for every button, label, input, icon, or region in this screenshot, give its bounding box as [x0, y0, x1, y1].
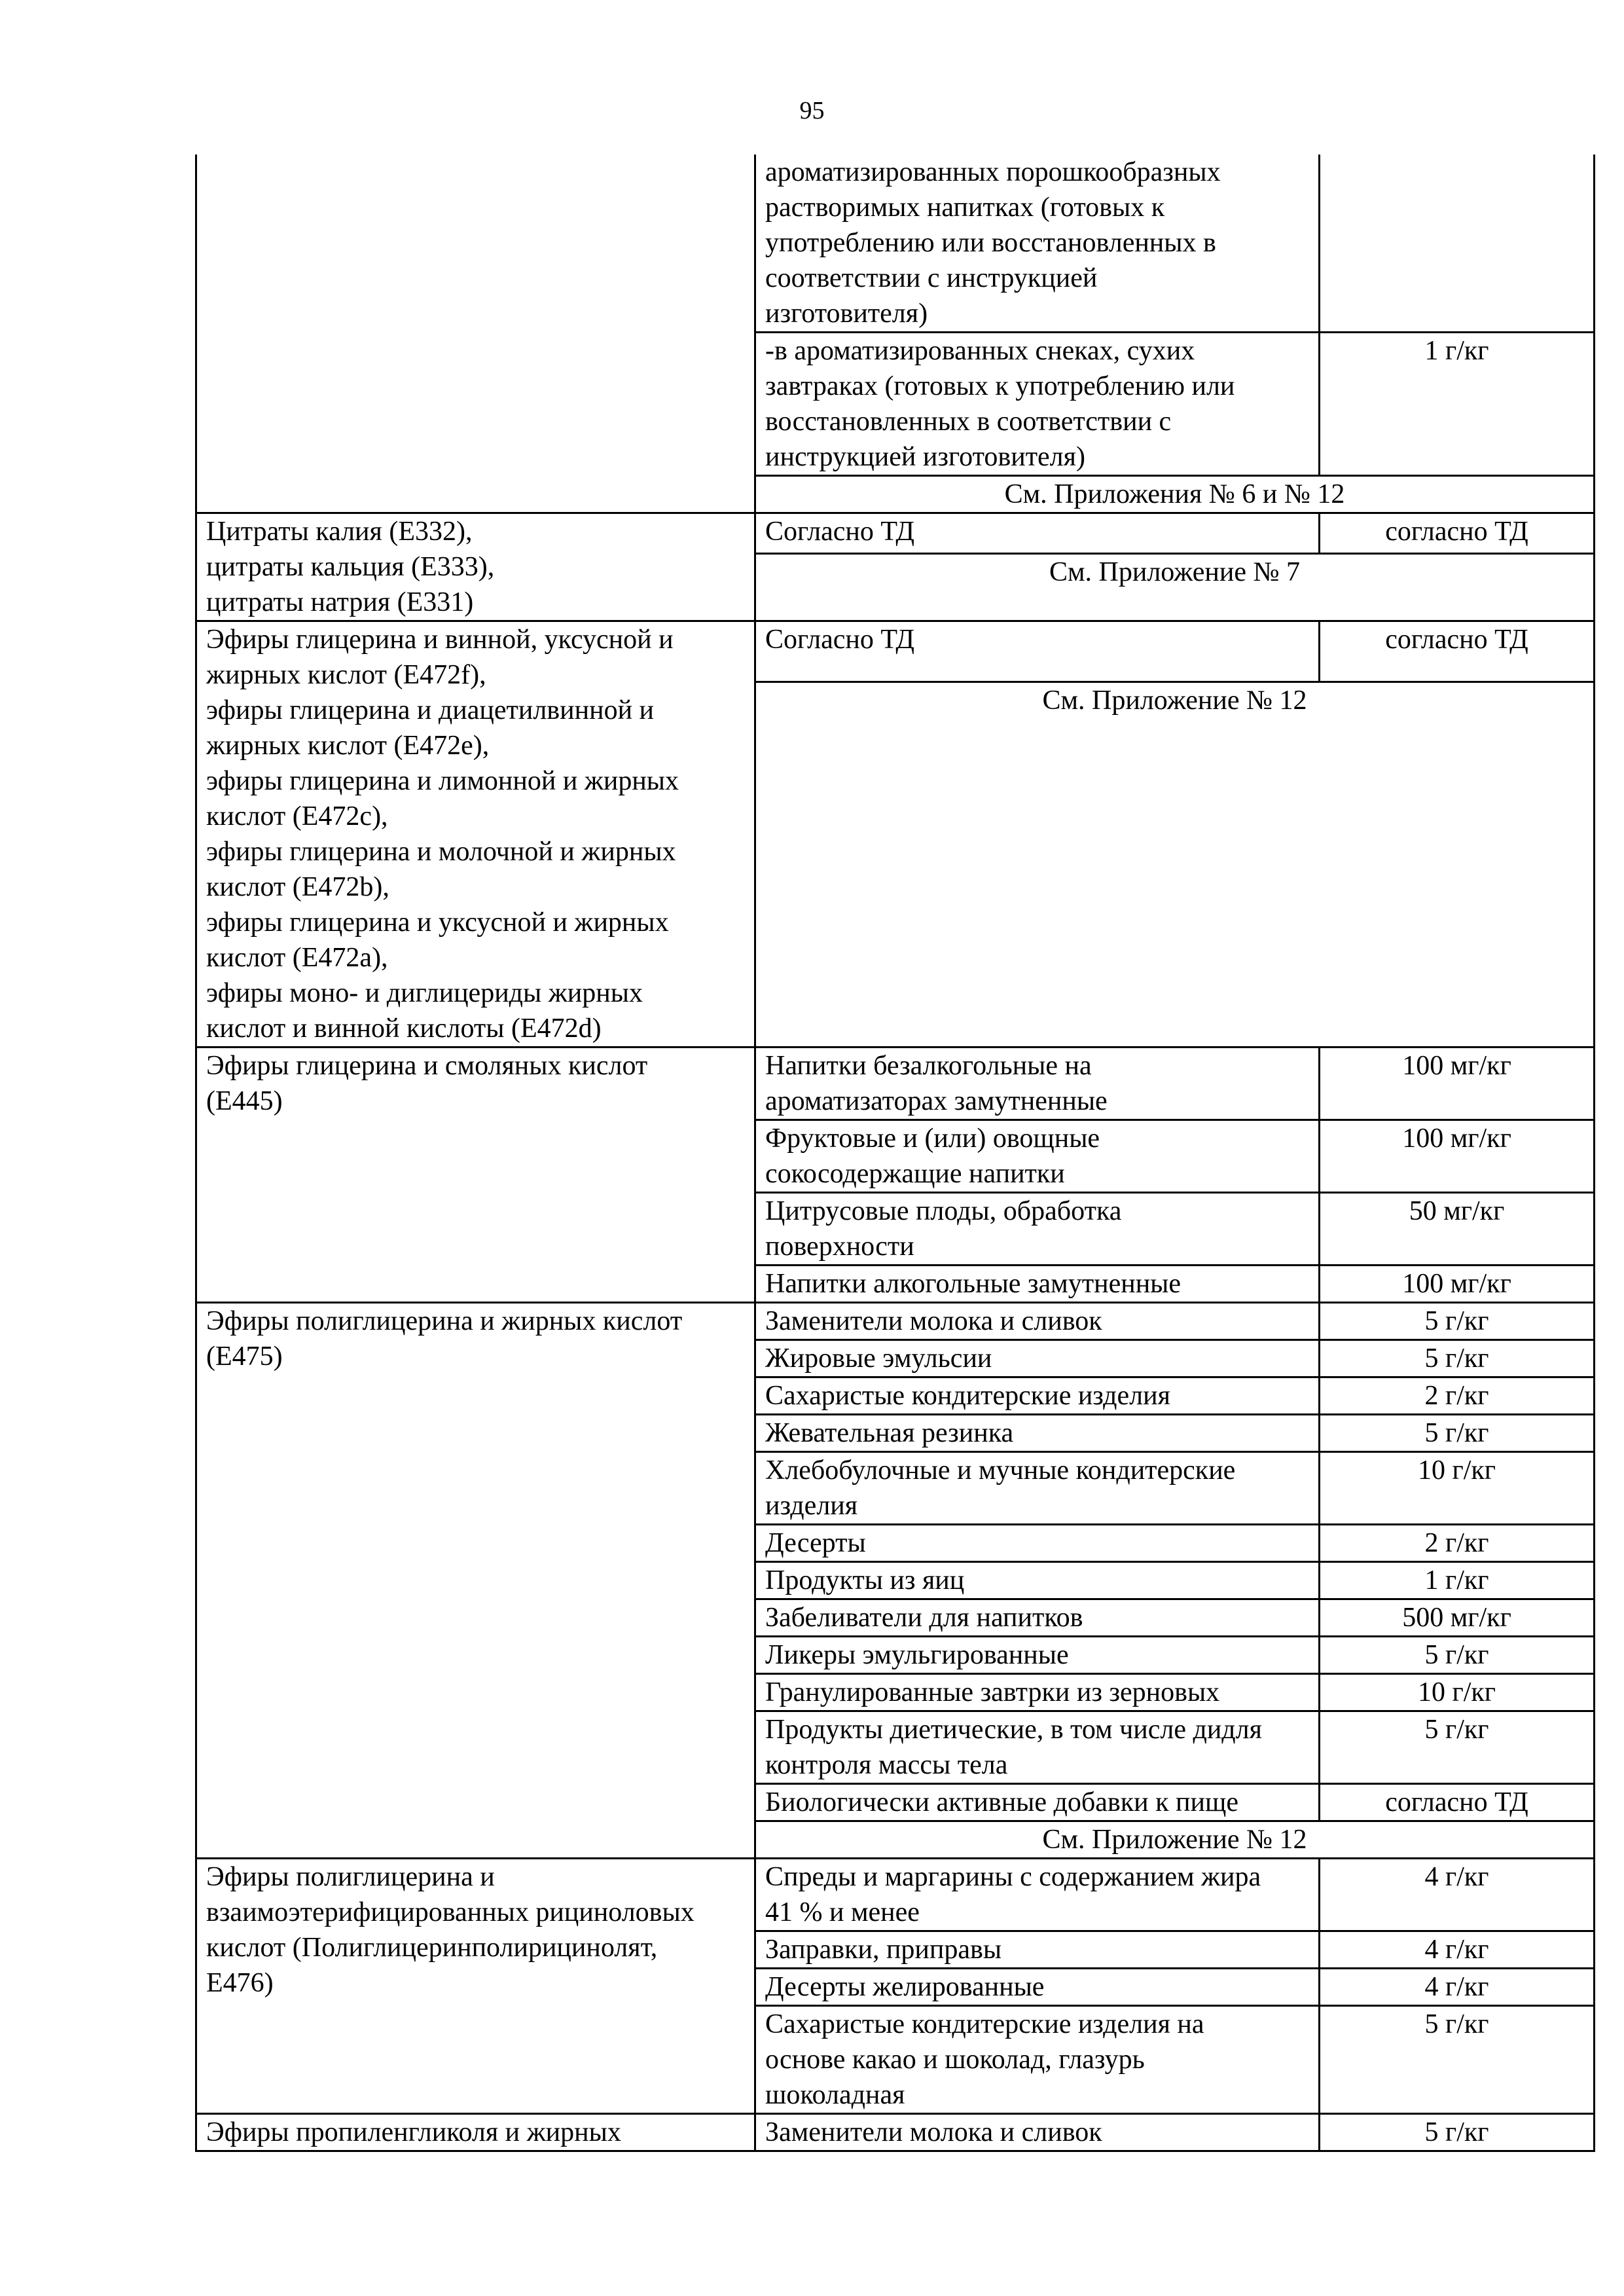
level-cell: согласно ТД [1320, 1784, 1595, 1821]
additive-name-cell-empty [196, 155, 755, 513]
additive-name-cell: Эфиры полиглицерина и жирных кислот (Е475) [196, 1303, 755, 1859]
product-cell: -в ароматизированных снеках, сухих завтраках (готовых к употреблению или восстановленных в соответствии с инструкцией изготовителя) [755, 333, 1320, 476]
additive-name-cell: Цитраты калия (Е332), цитраты кальция (Е333), цитраты натрия (Е331) [196, 513, 755, 621]
level-cell: 5 г/кг [1320, 1415, 1595, 1452]
product-cell: Гранулированные завтрки из зерновых [755, 1674, 1320, 1711]
reference-cell: См. Приложение № 12 [755, 682, 1595, 1048]
level-cell: 500 мг/кг [1320, 1599, 1595, 1637]
table-row [196, 513, 1595, 554]
level-cell: 2 г/кг [1320, 1525, 1595, 1562]
level-cell: 1 г/кг [1320, 333, 1595, 476]
product-cell: Сахаристые кондитерские изделия на основе какао и шоколад, глазурь шоколадная [755, 2006, 1320, 2114]
product-cell: Сахаристые кондитерские изделия [755, 1377, 1320, 1415]
product-cell: Напитки алкогольные замутненные [755, 1266, 1320, 1303]
level-cell: 10 г/кг [1320, 1452, 1595, 1525]
level-cell: 5 г/кг [1320, 1711, 1595, 1784]
product-cell: Напитки безалкогольные на ароматизаторах замутненные [755, 1048, 1320, 1120]
product-cell: Согласно ТД [755, 621, 1320, 682]
table-row [196, 2114, 1595, 2151]
product-cell: Биологически активные добавки к пище [755, 1784, 1320, 1821]
product-cell: ароматизированных порошкообразных растворимых напитках (готовых к употреблению или восстановленных в соответствии с инструкцией изготовителя) [755, 155, 1320, 333]
level-cell: 4 г/кг [1320, 1859, 1595, 1931]
level-cell: 4 г/кг [1320, 1969, 1595, 2006]
level-cell: 1 г/кг [1320, 1562, 1595, 1599]
reference-cell: См. Приложение № 7 [755, 554, 1595, 621]
additive-name-cell: Эфиры пропиленгликоля и жирных [196, 2114, 755, 2151]
level-cell: 100 мг/кг [1320, 1120, 1595, 1193]
product-cell: Жировые эмульсии [755, 1340, 1320, 1377]
table-row [196, 621, 1595, 682]
level-cell-empty [1320, 155, 1595, 333]
table-row [196, 155, 1595, 333]
product-cell: Цитрусовые плоды, обработка поверхности [755, 1193, 1320, 1266]
level-cell: 5 г/кг [1320, 1303, 1595, 1340]
reference-cell: См. Приложение № 12 [755, 1821, 1595, 1859]
table-row [196, 1048, 1595, 1120]
product-cell: Десерты желированные [755, 1969, 1320, 2006]
page-number: 95 [799, 97, 825, 124]
table-row [196, 1859, 1595, 1931]
level-cell: 5 г/кг [1320, 2114, 1595, 2151]
level-cell: согласно ТД [1320, 621, 1595, 682]
product-cell: Спреды и маргарины с содержанием жира 41 % и менее [755, 1859, 1320, 1931]
product-cell: Жевательная резинка [755, 1415, 1320, 1452]
level-cell: 10 г/кг [1320, 1674, 1595, 1711]
additive-name-cell: Эфиры глицерина и смоляных кислот (Е445) [196, 1048, 755, 1303]
level-cell: 5 г/кг [1320, 1340, 1595, 1377]
additives-table [195, 155, 1595, 2152]
product-cell: Продукты диетические, в том числе дидля контроля массы тела [755, 1711, 1320, 1784]
level-cell: 2 г/кг [1320, 1377, 1595, 1415]
level-cell: 5 г/кг [1320, 1637, 1595, 1674]
product-cell: Заправки, приправы [755, 1931, 1320, 1969]
reference-cell: См. Приложения № 6 и № 12 [755, 476, 1595, 513]
table-row [196, 1303, 1595, 1340]
product-cell: Фруктовые и (или) овощные сокосодержащие напитки [755, 1120, 1320, 1193]
product-cell: Десерты [755, 1525, 1320, 1562]
level-cell: 100 мг/кг [1320, 1266, 1595, 1303]
level-cell: 50 мг/кг [1320, 1193, 1595, 1266]
product-cell: Согласно ТД [755, 513, 1320, 554]
level-cell: 4 г/кг [1320, 1931, 1595, 1969]
product-cell: Ликеры эмульгированные [755, 1637, 1320, 1674]
level-cell: 100 мг/кг [1320, 1048, 1595, 1120]
additive-name-cell: Эфиры глицерина и винной, уксусной и жирных кислот (Е472f), эфиры глицерина и диацетилвинной и жирных кислот (Е472е), эфиры глицерина и лимонной и жирных кислот (Е472с), эфиры глицерина и молочной и жирных кислот (Е472b), эфиры глицерина и уксусной и жирных кислот (Е472а), эфиры моно- и диглицериды жирных кислот и винной кислоты (Е472d) [196, 621, 755, 1048]
level-cell: 5 г/кг [1320, 2006, 1595, 2114]
level-cell: согласно ТД [1320, 513, 1595, 554]
product-cell: Заменители молока и сливок [755, 2114, 1320, 2151]
product-cell: Хлебобулочные и мучные кондитерские изделия [755, 1452, 1320, 1525]
product-cell: Продукты из яиц [755, 1562, 1320, 1599]
additive-name-cell: Эфиры полиглицерина и взаимоэтерифицированных рициноловых кислот (Полиглицеринполирицинолят, Е476) [196, 1859, 755, 2114]
product-cell: Заменители молока и сливок [755, 1303, 1320, 1340]
product-cell: Забеливатели для напитков [755, 1599, 1320, 1637]
